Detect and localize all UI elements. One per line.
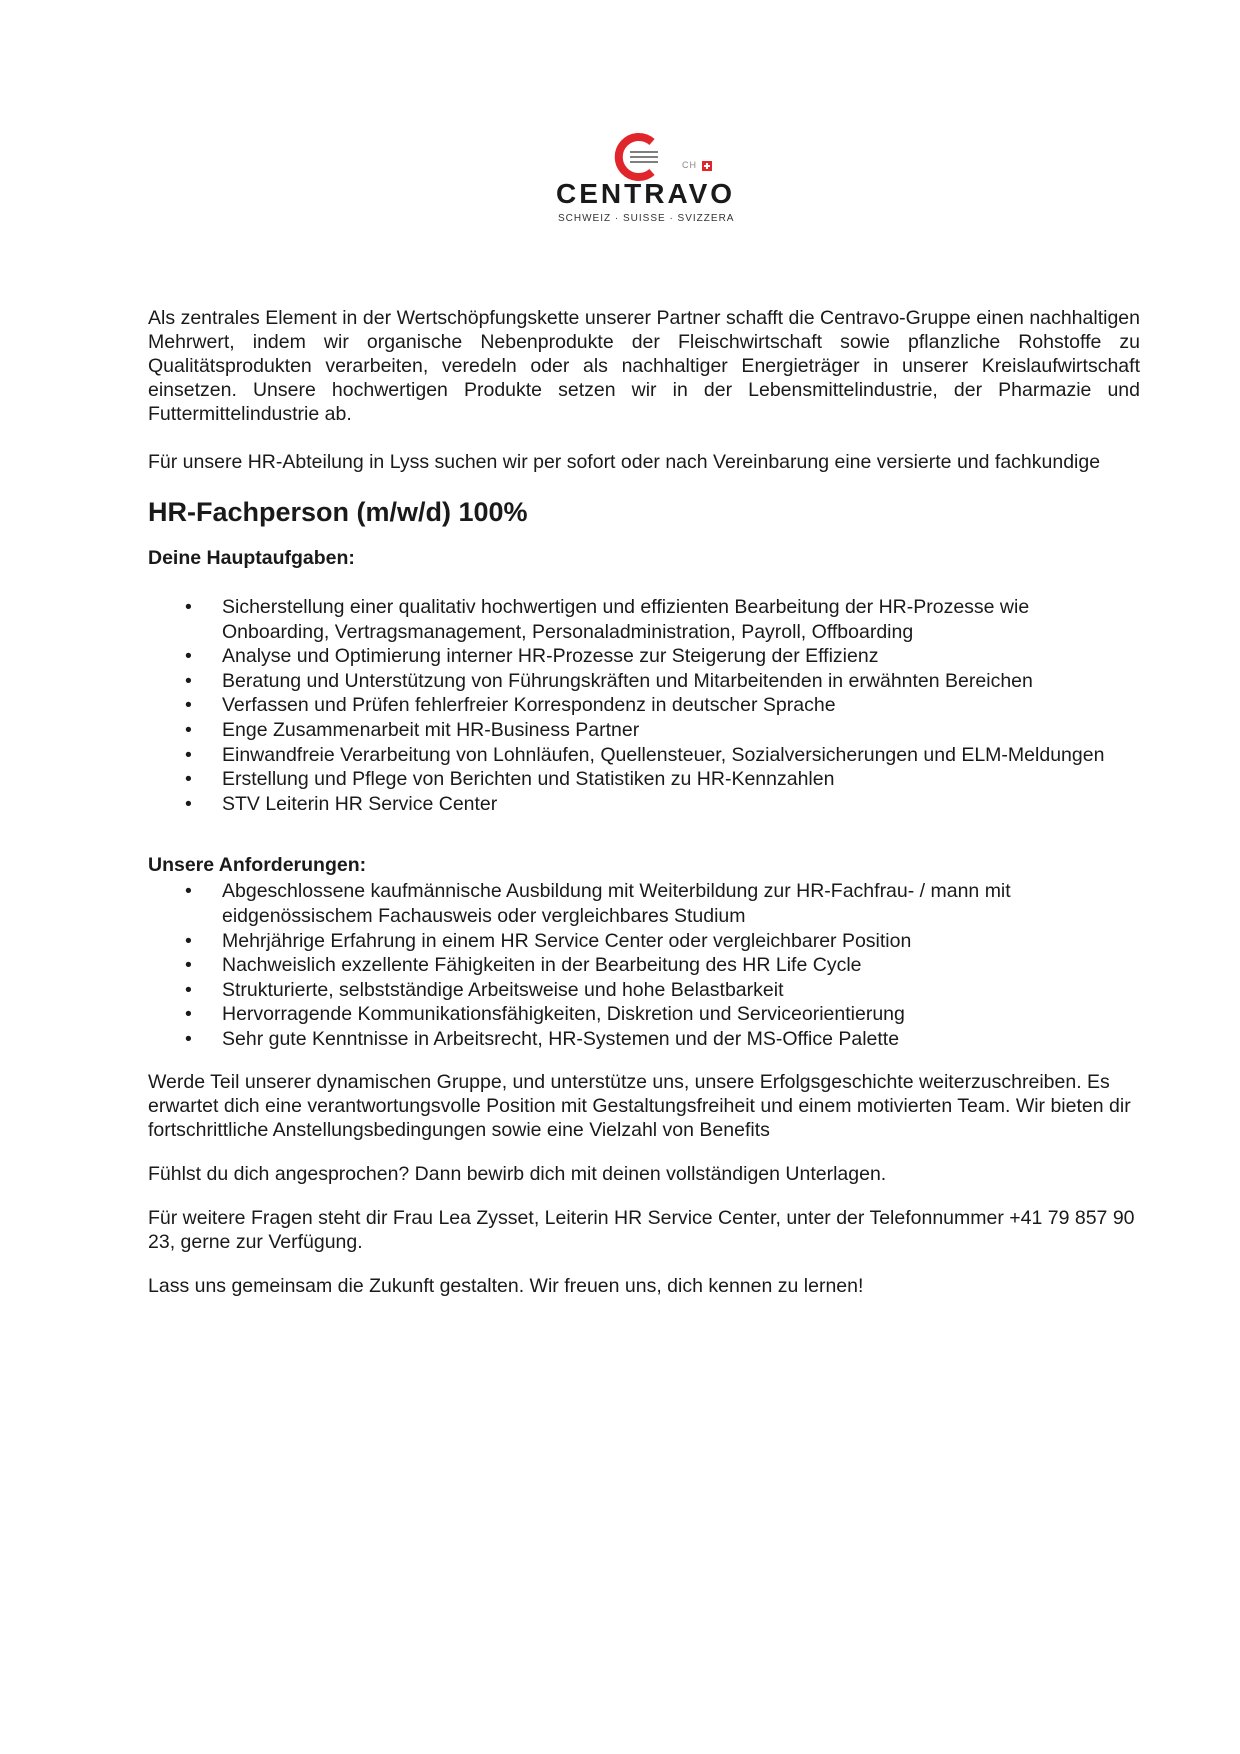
- document-body: [148, 306, 1140, 1298]
- logo-country-code: CH: [682, 160, 697, 170]
- requirements-list: [148, 879, 1140, 1051]
- list-item: • Verfassen und Prüfen fehlerfreier Korrespondenz in deutscher Sprache: [185, 694, 836, 717]
- list-item: • Sicherstellung einer qualitativ hochwertigen und effizienten Bearbeitung der HR-Prozesse wie Onboarding, Vertragsmanagement, Personaladministration, Payroll, Offboarding: [185, 596, 1030, 643]
- bullet-icon: •: [185, 1003, 192, 1026]
- bullet-icon: •: [185, 694, 192, 717]
- list-item: • Hervorragende Kommunikationsfähigkeiten, Diskretion und Serviceorientierung: [185, 1003, 905, 1026]
- logo-wordmark: CENTRAVO: [556, 178, 736, 209]
- apply-paragraph: Fühlst du dich angesprochen? Dann bewirb dich mit deinen vollständigen Unterlagen.: [148, 1162, 887, 1185]
- closing-paragraph: Lass uns gemeinsam die Zukunft gestalten. Wir freuen uns, dich kennen zu lernen!: [148, 1274, 864, 1297]
- tasks-list: [148, 595, 1140, 816]
- list-item: • Mehrjährige Erfahrung in einem HR Service Center oder vergleichbarer Position: [185, 929, 912, 952]
- requirements-heading: Unsere Anforderungen:: [148, 854, 367, 877]
- intro-paragraph: Als zentrales Element in der Wertschöpfungskette unserer Partner schafft die Centravo-Gruppe einen nachhaltigen Mehrwert, indem wir organische Nebenprodukte der Fleischwirtschaft sowie pflanzliche Rohstoffe zu Qualitätsprodukten verarbeiten, veredeln oder als nachhaltiger Energieträger in unserer Kreislaufwirtschaft einsetzen. Unsere hochwertigen Produkte setzen wir in der Lebensmittelindustrie, der Pharmazie und Futtermittelindustrie ab.: [148, 307, 1140, 425]
- bullet-icon: •: [185, 1027, 192, 1050]
- bullet-icon: •: [185, 880, 192, 903]
- bullet-icon: •: [185, 718, 192, 741]
- list-item: • Strukturierte, selbstständige Arbeitsweise und hohe Belastbarkeit: [185, 978, 784, 1001]
- list-item: • STV Leiterin HR Service Center: [185, 792, 498, 815]
- bullet-icon: •: [185, 596, 192, 618]
- bullet-icon: •: [185, 954, 192, 977]
- bullet-icon: •: [185, 929, 192, 952]
- swiss-flag-icon: [702, 161, 712, 171]
- list-item: • Abgeschlossene kaufmännische Ausbildung mit Weiterbildung zur HR-Fachfrau- / mann mit eidgenössischem Fachausweis oder vergleichbares Studium: [185, 880, 1011, 927]
- offer-paragraph: Werde Teil unserer dynamischen Gruppe, und unterstütze uns, unsere Erfolgsgeschichte weiterzuschreiben. Es erwartet dich eine verantwortungsvolle Position mit Gestaltungsfreiheit und einem motivierten Team. Wir bieten dir fortschrittliche Anstellungsbedingungen sowie eine Vielzahl von Benefits: [148, 1070, 1131, 1141]
- job-title: HR-Fachperson (m/w/d) 100%: [148, 497, 528, 527]
- bullet-icon: •: [185, 743, 192, 766]
- contact-paragraph: Für weitere Fragen steht dir Frau Lea Zysset, Leiterin HR Service Center, unter der Telefonnummer +41 79 857 90 23, gerne zur Verfügung.: [148, 1206, 1135, 1253]
- tasks-heading: Deine Hauptaufgaben:: [148, 547, 355, 569]
- logo-tagline: SCHWEIZ · SUISSE · SVIZZERA: [558, 213, 735, 224]
- list-item: • Sehr gute Kenntnisse in Arbeitsrecht, HR-Systemen und der MS-Office Palette: [185, 1027, 900, 1050]
- bullet-icon: •: [185, 978, 192, 1001]
- list-item: • Beratung und Unterstützung von Führungskräften und Mitarbeitenden in erwähnten Bereichen: [185, 669, 1033, 692]
- centravo-c-logo-icon: [610, 132, 670, 182]
- bullet-icon: •: [185, 792, 192, 815]
- list-item: • Analyse und Optimierung interner HR-Prozesse zur Steigerung der Effizienz: [185, 645, 879, 668]
- bullet-icon: •: [185, 768, 192, 791]
- bullet-icon: •: [185, 645, 192, 668]
- search-paragraph: Für unsere HR-Abteilung in Lyss suchen wir per sofort oder nach Vereinbarung eine versierte und fachkundige: [148, 451, 1101, 473]
- list-item: • Einwandfreie Verarbeitung von Lohnläufen, Quellensteuer, Sozialversicherungen und ELM-Meldungen: [185, 743, 1105, 766]
- centravo-logo: [550, 128, 740, 228]
- bullet-icon: •: [185, 669, 192, 692]
- list-item: • Erstellung und Pflege von Berichten und Statistiken zu HR-Kennzahlen: [185, 768, 835, 791]
- list-item: • Enge Zusammenarbeit mit HR-Business Partner: [185, 718, 640, 741]
- list-item: • Nachweislich exzellente Fähigkeiten in der Bearbeitung des HR Life Cycle: [185, 954, 862, 977]
